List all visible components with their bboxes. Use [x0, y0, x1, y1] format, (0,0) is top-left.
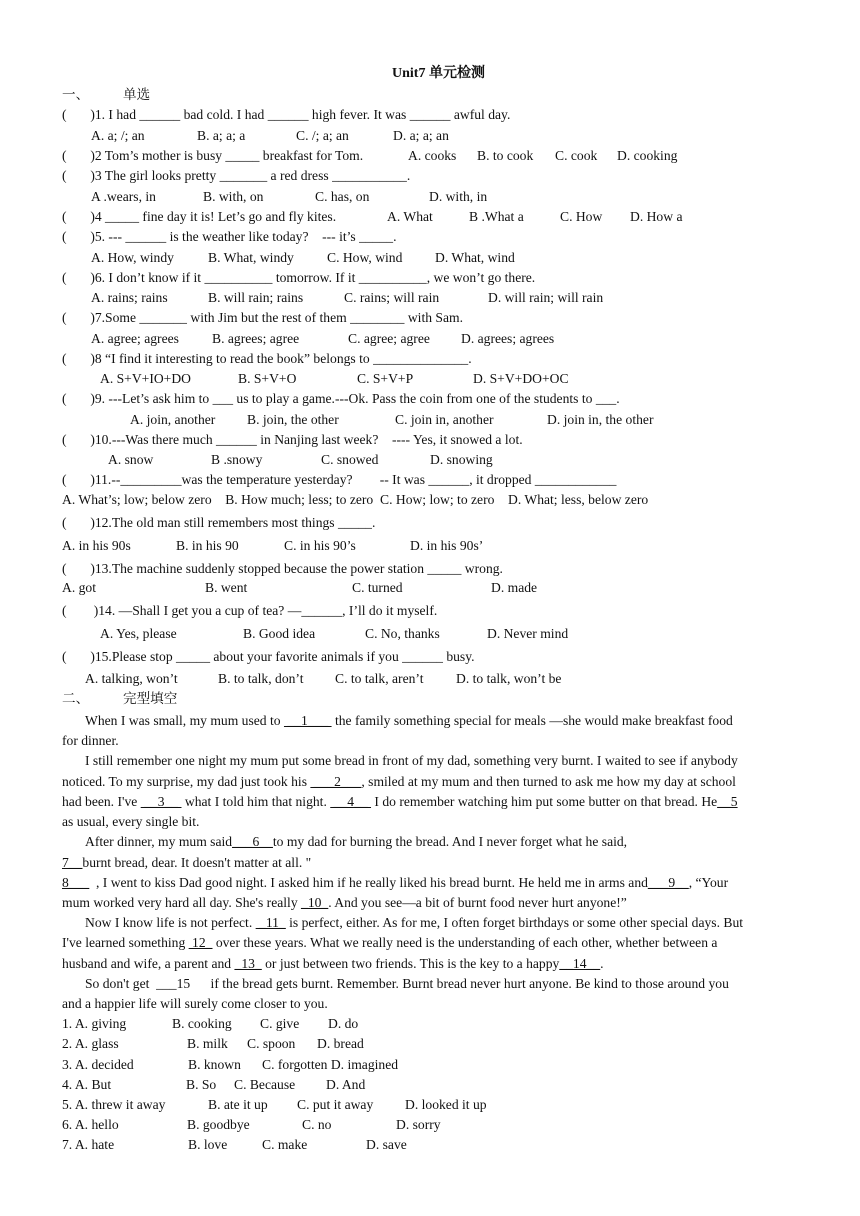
blank-12: 12_ [188, 935, 213, 950]
cloze-2-option-b: B. milk [187, 1036, 228, 1051]
q1-option-b: B. a; a; a [197, 128, 246, 143]
passage-text: . [600, 956, 604, 971]
blank-5: __5 [717, 794, 738, 809]
question-5: ( )5. --- ______ is the weather like today? --- it’s _____. [62, 229, 397, 244]
q7-option-d: D. agrees; agrees [461, 331, 555, 346]
q9-option-d: D. join in, the other [547, 412, 654, 427]
q6-option-c: C. rains; will rain [344, 290, 440, 305]
question-1: ( )1. I had ______ bad cold. I had ______ high fever. It was ______ awful day. [62, 107, 511, 122]
passage-line: for dinner. [62, 733, 119, 748]
blank-2: ___2___ [310, 774, 362, 789]
cloze-1-option-d: D. do [328, 1016, 359, 1031]
question-2: ( )2 Tom’s mother is busy _____ breakfast for Tom. [62, 148, 364, 163]
question-9: ( )9. ---Let’s ask him to ___ us to play a game.---Ok. Pass the coin from one of the students to ___. [62, 391, 620, 406]
q11-options: A. What’s; low; below zero B. How much; less; to zero C. How; low; to zero D. What; less, below zero [62, 492, 649, 507]
passage-text: , smiled at my mum and then turned to ask me how my day at school [361, 774, 736, 789]
q14-option-a: A. Yes, please [100, 626, 177, 641]
q4-option-c: C. How [560, 209, 603, 224]
passage-text: noticed. To my surprise, my dad just took his [62, 774, 311, 789]
passage-line: as usual, every single bit. [62, 814, 200, 829]
cloze-7-option-d: D. save [366, 1137, 407, 1152]
question-15: ( )15.Please stop _____ about your favorite animals if you ______ busy. [62, 649, 475, 664]
q2-option-a: A. cooks [408, 148, 457, 163]
cloze-4-option-a: 4. A. But [62, 1077, 112, 1092]
q7-option-b: B. agrees; agree [212, 331, 300, 346]
q8-option-d: D. S+V+DO+OC [473, 371, 569, 386]
q15-option-c: C. to talk, aren’t [335, 671, 424, 686]
passage-text: , “Your [688, 875, 729, 890]
q3-option-a: A .wears, in [91, 189, 156, 204]
cloze-6-option-d: D. sorry [396, 1117, 441, 1132]
q5-option-c: C. How, wind [327, 250, 403, 265]
question-13: ( )13.The machine suddenly stopped because the power station _____ wrong. [62, 561, 503, 576]
cloze-4-option-b: B. So [186, 1077, 217, 1092]
q1-option-c: C. /; a; an [296, 128, 349, 143]
q2-option-c: C. cook [555, 148, 598, 163]
page-title: Unit7 单元检测 [392, 66, 485, 81]
cloze-7-option-c: C. make [262, 1137, 308, 1152]
section-2-number: 二、 [62, 691, 90, 706]
q13-option-d: D. made [491, 580, 538, 595]
q12-option-c: C. in his 90’s [284, 538, 356, 553]
q14-option-c: C. No, thanks [365, 626, 440, 641]
blank-6: ___6__ [232, 834, 273, 849]
passage-line [62, 774, 736, 790]
q14-option-d: D. Never mind [487, 626, 569, 641]
passage-text: what I told him that night. [181, 794, 331, 809]
passage-text: Now I know life is not perfect. [85, 915, 256, 930]
question-14: ( )14. —Shall I get you a cup of tea? —______, I’ll do it myself. [62, 603, 438, 618]
passage-line [62, 956, 604, 972]
passage-text: When I was small, my mum used to [85, 713, 284, 728]
question-12: ( )12.The old man still remembers most things _____. [62, 515, 376, 530]
passage-text: husband and wife, a parent and [62, 956, 235, 971]
q6-option-b: B. will rain; rains [208, 290, 304, 305]
question-10: ( )10.---Was there much ______ in Nanjing last week? ---- Yes, it snowed a lot. [62, 432, 523, 447]
q8-option-a: A. S+V+IO+DO [100, 371, 191, 386]
question-3: ( )3 The girl looks pretty _______ a red dress ___________. [62, 168, 411, 183]
q4-option-a: A. What [387, 209, 433, 224]
q4-option-d: D. How a [630, 209, 683, 224]
passage-text: to my dad for burning the bread. And I never forget what he said, [272, 834, 628, 849]
q9-option-c: C. join in, another [395, 412, 494, 427]
blank-9: ___9__ [647, 875, 689, 890]
q1-option-a: A. a; /; an [91, 128, 145, 143]
passage-line [62, 935, 717, 951]
cloze-4-option-d: D. And [326, 1077, 366, 1092]
question-6: ( )6. I don’t know if it __________ tomorrow. If it __________, we won’t go there. [62, 270, 536, 285]
section-2-label: 完型填空 [123, 691, 178, 706]
passage-text: I do remember watching him put some butter on that bread. He [371, 794, 718, 809]
q8-option-b: B. S+V+O [238, 371, 297, 386]
cloze-5-option-c: C. put it away [297, 1097, 374, 1112]
cloze-1-option-a: 1. A. giving [62, 1016, 127, 1031]
passage-text: burnt bread, dear. It doesn't matter at all. " [82, 855, 312, 870]
blank-13: _13_ [234, 956, 262, 971]
q12-option-a: A. in his 90s [62, 538, 131, 553]
passage-line [62, 875, 728, 891]
q14-option-b: B. Good idea [243, 626, 316, 641]
blank-7: 7__ [62, 855, 83, 870]
blank-8: 8___ [62, 875, 90, 890]
cloze-2-option-d: D. bread [317, 1036, 364, 1051]
q5-option-d: D. What, wind [435, 250, 515, 265]
section-1-label: 单选 [123, 87, 151, 102]
cloze-5-option-d: D. looked it up [405, 1097, 487, 1112]
passage-line [62, 895, 627, 911]
q13-option-b: B. went [205, 580, 248, 595]
q12-option-b: B. in his 90 [176, 538, 239, 553]
question-4: ( )4 _____ fine day it is! Let’s go and fly kites. [62, 209, 337, 224]
passage-text: , I went to kiss Dad good night. I asked him if he really liked his bread burnt. He held me in arms and [89, 875, 648, 890]
q3-option-d: D. with, in [429, 189, 488, 204]
q4-option-b: B .What a [469, 209, 524, 224]
cloze-1-option-b: B. cooking [172, 1016, 232, 1031]
q3-option-c: C. has, on [315, 189, 370, 204]
cloze-6-option-a: 6. A. hello [62, 1117, 119, 1132]
passage-text: had been. I've [62, 794, 141, 809]
passage-line [62, 855, 311, 871]
passage-text: mum worked very hard all day. She's really [62, 895, 302, 910]
q5-option-a: A. How, windy [91, 250, 174, 265]
q13-option-c: C. turned [352, 580, 403, 595]
question-7: ( )7.Some _______ with Jim but the rest of them ________ with Sam. [62, 310, 463, 325]
cloze-7-option-b: B. love [188, 1137, 228, 1152]
passage-line [85, 713, 733, 729]
cloze-3-option-b: B. known [188, 1057, 241, 1072]
passage-line: I still remember one night my mum put some bread in front of my dad, something very burnt. I waited to see if anybody [85, 753, 738, 768]
q7-option-c: C. agree; agree [348, 331, 430, 346]
q3-option-b: B. with, on [203, 189, 264, 204]
q2-option-d: D. cooking [617, 148, 678, 163]
q15-option-a: A. talking, won’t [85, 671, 178, 686]
blank-14: __14__ [559, 956, 601, 971]
passage-text: or just between two friends. This is the key to a happy [261, 956, 560, 971]
cloze-2-option-c: C. spoon [247, 1036, 296, 1051]
cloze-5-option-b: B. ate it up [208, 1097, 268, 1112]
question-11: ( )11.--_________was the temperature yesterday? -- It was ______, it dropped ____________ [62, 472, 617, 487]
q10-option-a: A. snow [108, 452, 154, 467]
q15-option-b: B. to talk, don’t [218, 671, 304, 686]
q7-option-a: A. agree; agrees [91, 331, 179, 346]
q9-option-b: B. join, the other [247, 412, 339, 427]
passage-text: After dinner, my mum said [85, 834, 233, 849]
q12-option-d: D. in his 90s’ [410, 538, 484, 553]
q13-option-a: A. got [62, 580, 96, 595]
cloze-3-option-cd: C. forgotten D. imagined [262, 1057, 399, 1072]
q6-option-a: A. rains; rains [91, 290, 168, 305]
passage-line [62, 794, 738, 810]
section-1-number: 一、 [62, 87, 90, 102]
passage-line [85, 834, 627, 850]
passage-text: I've learned something [62, 935, 189, 950]
q15-option-d: D. to talk, won’t be [456, 671, 562, 686]
passage-line: So don't get ___15 if the bread gets burnt. Remember. Burnt bread never hurt anyone. Be kind to those around you [85, 976, 729, 991]
cloze-2-option-a: 2. A. glass [62, 1036, 119, 1051]
q2-option-b: B. to cook [477, 148, 534, 163]
q5-option-b: B. What, windy [208, 250, 294, 265]
passage-text: is perfect, either. As for me, I often forget birthdays or some other special days. But [285, 915, 744, 930]
cloze-3-option-a: 3. A. decided [62, 1057, 134, 1072]
passage-text: over these years. What we really need is the understanding of each other, whether between a [212, 935, 718, 950]
cloze-7-option-a: 7. A. hate [62, 1137, 115, 1152]
passage-line [85, 915, 743, 931]
passage-line: and a happier life will surely come closer to you. [62, 996, 328, 1011]
cloze-5-option-a: 5. A. threw it away [62, 1097, 166, 1112]
q8-option-c: C. S+V+P [357, 371, 414, 386]
q10-option-d: D. snowing [430, 452, 493, 467]
q1-option-d: D. a; a; an [393, 128, 449, 143]
cloze-6-option-b: B. goodbye [187, 1117, 250, 1132]
blank-4: __4__ [330, 794, 372, 809]
q10-option-c: C. snowed [321, 452, 379, 467]
blank-1: __1___ [283, 713, 332, 728]
q10-option-b: B .snowy [211, 452, 263, 467]
passage-text: the family something special for meals —she would make breakfast food [331, 713, 733, 728]
blank-11: _11_ [255, 915, 286, 930]
passage-text: . And you see—a bit of burnt food never hurt anyone!” [328, 895, 627, 910]
q6-option-d: D. will rain; will rain [488, 290, 604, 305]
blank-3: __3__ [140, 794, 182, 809]
q9-option-a: A. join, another [130, 412, 216, 427]
cloze-1-option-c: C. give [260, 1016, 300, 1031]
question-8: ( )8 “I find it interesting to read the book” belongs to ______________. [62, 351, 472, 366]
cloze-6-option-c: C. no [302, 1117, 332, 1132]
blank-10: _10_ [301, 895, 329, 910]
cloze-4-option-c: C. Because [234, 1077, 296, 1092]
